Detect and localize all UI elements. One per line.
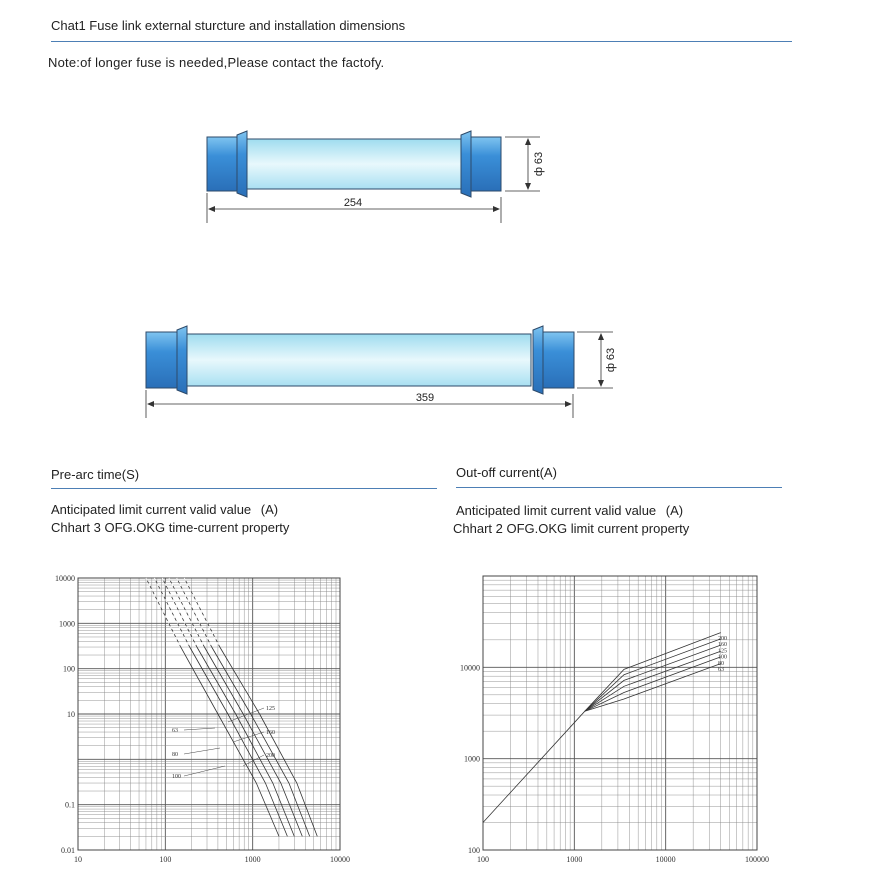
x-tick-label: 1000 — [566, 855, 583, 864]
fuse-right-cap — [543, 332, 574, 388]
fuse-long-length: 359 — [415, 392, 435, 404]
fuse-left-flange — [237, 131, 247, 197]
right-panel-subtitle: Anticipated limit current valid value — [456, 503, 657, 518]
fuse-body — [245, 139, 465, 189]
curve-label-200: 200 — [266, 753, 275, 759]
curve-label-200: 200 — [718, 636, 727, 642]
left-panel-subtitle: Anticipated limit current valid value — [51, 502, 252, 517]
curve-label-125: 125 — [718, 648, 727, 655]
curve-label-80: 80 — [718, 660, 724, 667]
curve-label-125: 125 — [266, 706, 275, 712]
right-panel-unit: (A) — [665, 503, 684, 518]
right-panel-heading: Out-off current(A) — [456, 465, 557, 480]
x-tick-label: 100 — [159, 855, 172, 864]
curve-label-160: 160 — [266, 730, 275, 736]
x-tick-label: 100000 — [745, 855, 769, 864]
y-tick-label: 100 — [63, 664, 75, 674]
time-current-chart — [40, 570, 360, 870]
grid — [78, 578, 340, 850]
right-chart-title: Chhart 2 OFG.OKG limit current property — [453, 521, 690, 536]
series-line-160 — [585, 639, 721, 711]
curve-leader-63 — [184, 728, 215, 730]
section-title-rule — [51, 41, 792, 42]
x-tick-label: 10000 — [330, 855, 350, 864]
fuse-body — [185, 334, 531, 386]
curve-label-100: 100 — [718, 654, 727, 661]
fuse-right-cap — [471, 137, 501, 191]
series-line-diagonal — [483, 711, 585, 822]
curve-label-100: 100 — [172, 774, 181, 780]
y-tick-label: 10000 — [460, 663, 480, 673]
plot-frame — [483, 576, 757, 850]
left-panel-unit: (A) — [260, 502, 279, 517]
series-line-80 — [585, 657, 721, 711]
left-panel-heading: Pre-arc time(S) — [51, 467, 140, 482]
note-text: Note:of longer fuse is needed,Please contact the factofy. — [48, 55, 385, 70]
fuse-long-drawing — [135, 322, 635, 427]
limit-current-chart — [450, 568, 780, 870]
curve-label-63: 63 — [172, 728, 178, 734]
y-tick-label: 1000 — [464, 754, 480, 764]
curve-leader-100 — [184, 766, 225, 776]
fuse-left-cap — [146, 332, 177, 388]
fuse-left-cap — [207, 137, 237, 191]
curve-label-80: 80 — [172, 752, 178, 758]
x-tick-label: 1000 — [244, 855, 261, 864]
curve-label-160: 160 — [718, 642, 727, 649]
series-line-200 — [585, 633, 721, 712]
y-tick-label: 0.01 — [61, 846, 75, 855]
fuse-left-flange — [177, 326, 187, 394]
y-tick-label: 10 — [67, 710, 75, 719]
right-panel-rule — [456, 487, 782, 488]
section-title: Chat1 Fuse link external sturcture and installation dimensions — [51, 18, 406, 33]
curve-label-63: 63 — [718, 667, 724, 673]
y-tick-label: 0.1 — [65, 800, 75, 810]
fuse-right-flange — [533, 326, 543, 394]
fuse-short-diameter: ф 63 — [533, 151, 545, 177]
x-tick-label: 10 — [74, 855, 82, 864]
left-chart-title: Chhart 3 OFG.OKG time-current property — [51, 520, 290, 535]
fuse-right-flange — [461, 131, 471, 197]
grid — [483, 576, 757, 850]
x-tick-label: 100 — [477, 855, 489, 864]
left-panel-rule — [51, 488, 437, 489]
fuse-short-drawing — [195, 125, 565, 230]
curve-leader-80 — [184, 748, 220, 754]
left-panel-subtitle-line — [51, 502, 278, 517]
x-tick-label: 10000 — [655, 855, 676, 864]
y-tick-label: 100 — [468, 846, 480, 855]
fuse-short-length: 254 — [343, 197, 363, 209]
y-tick-label: 1000 — [59, 619, 75, 629]
fuse-long-diameter: ф 63 — [605, 347, 617, 373]
right-panel-subtitle-line — [456, 503, 683, 518]
y-tick-label: 10000 — [55, 574, 75, 583]
